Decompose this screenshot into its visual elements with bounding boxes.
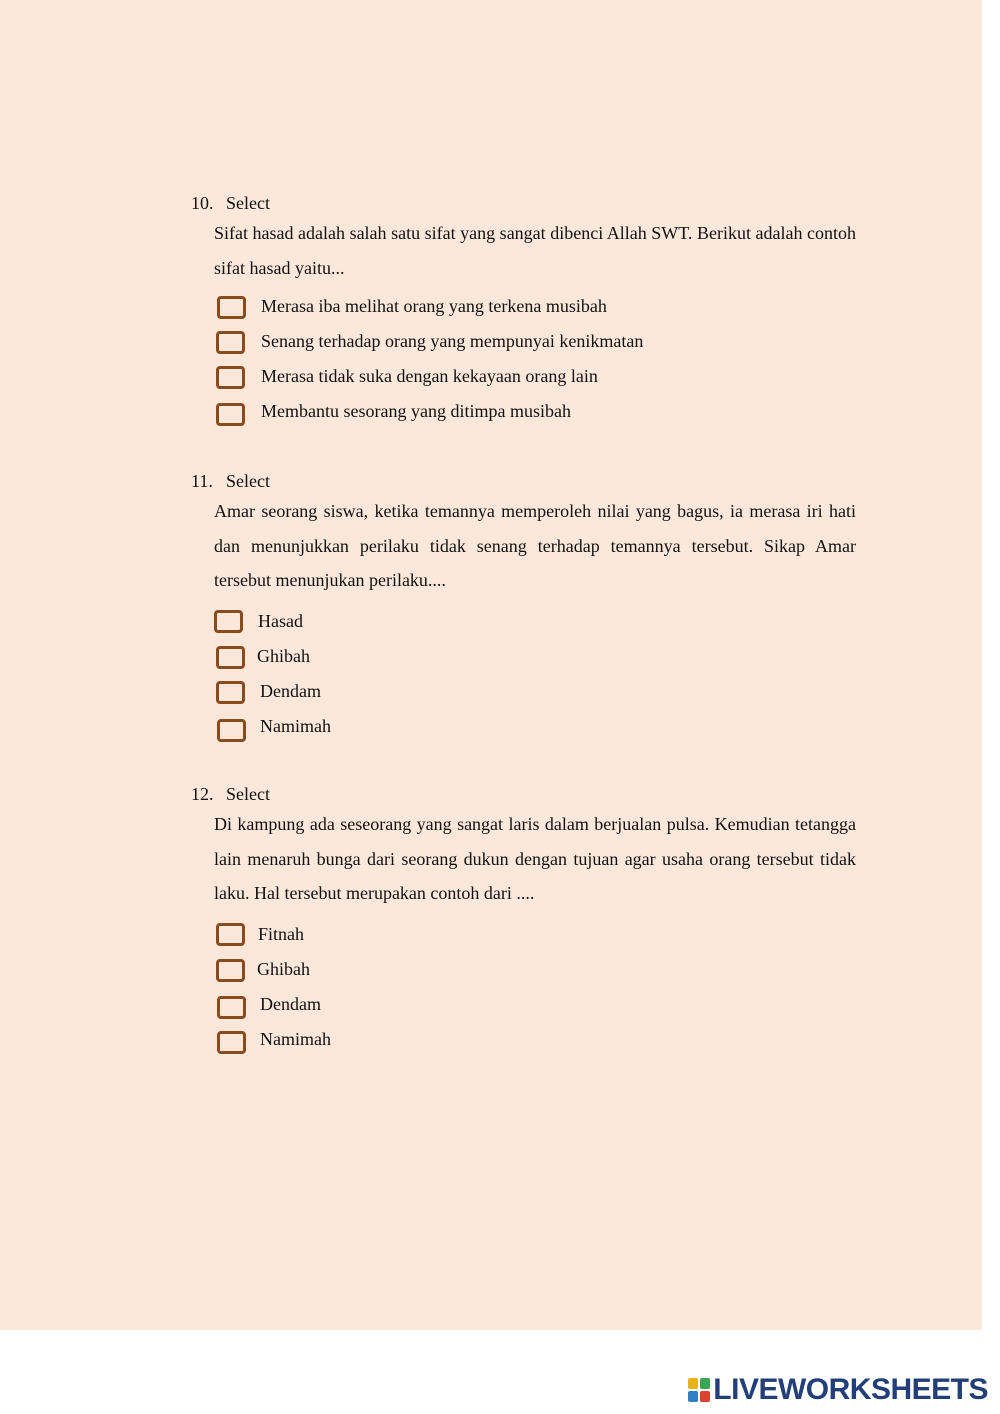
option-label: Merasa iba melihat orang yang terkena musibah	[261, 296, 607, 316]
checkbox[interactable]	[216, 959, 245, 982]
option-label: Hasad	[258, 611, 303, 631]
option-label: Dendam	[260, 681, 321, 701]
question-text: Sifat hasad adalah salah satu sifat yang sangat dibenci Allah SWT. Berikut adalah contoh sifat hasad yaitu...	[214, 223, 856, 278]
question-text: Amar seorang siswa, ketika temannya memperoleh nilai yang bagus, ia merasa iri hati dan menunjukkan perilaku tidak senang terhadap temannya tersebut. Sikap Amar tersebut menunjukan perilaku....	[214, 501, 856, 591]
question-type-label: Select	[226, 193, 270, 213]
option-4[interactable]	[0, 400, 982, 430]
option-3[interactable]	[0, 365, 982, 395]
checkbox[interactable]	[216, 366, 245, 389]
logo-mark-tile	[700, 1378, 710, 1389]
option-label: Namimah	[260, 1029, 331, 1049]
option-label: Ghibah	[257, 646, 310, 666]
checkbox[interactable]	[217, 296, 246, 319]
option-4[interactable]	[0, 715, 982, 745]
question-header	[191, 192, 270, 214]
option-3[interactable]	[0, 993, 982, 1023]
option-label: Senang terhadap orang yang mempunyai kenikmatan	[261, 331, 644, 351]
logo-mark-tile	[700, 1391, 710, 1402]
question-number: 11.	[191, 471, 213, 491]
question-number: 10.	[191, 193, 214, 213]
question-number: 12.	[191, 784, 214, 804]
option-1[interactable]	[0, 923, 982, 953]
checkbox[interactable]	[217, 1031, 246, 1054]
checkbox[interactable]	[216, 923, 245, 946]
checkbox[interactable]	[217, 719, 246, 742]
logo-text: LIVEWORKSHEETS	[713, 1373, 988, 1406]
option-label: Dendam	[260, 994, 321, 1014]
option-label: Merasa tidak suka dengan kekayaan orang lain	[261, 366, 598, 386]
option-2[interactable]	[0, 958, 982, 988]
option-4[interactable]	[0, 1028, 982, 1058]
logo-mark-tile	[688, 1378, 698, 1389]
option-1[interactable]	[0, 295, 982, 325]
question-header	[191, 783, 270, 805]
option-label: Fitnah	[258, 924, 305, 944]
option-2[interactable]	[0, 645, 982, 675]
option-label: Membantu sesorang yang ditimpa musibah	[261, 401, 571, 421]
checkbox[interactable]	[216, 681, 245, 704]
checkbox[interactable]	[216, 646, 245, 669]
question-type-label: Select	[226, 471, 270, 491]
question-text: Di kampung ada seseorang yang sangat laris dalam berjualan pulsa. Kemudian tetangga lain menaruh bunga dari seorang dukun dengan tujuan agar usaha orang tersebut tidak laku. Hal tersebut merupakan contoh dari ....	[214, 814, 856, 904]
option-label: Namimah	[260, 716, 331, 736]
option-1[interactable]	[0, 610, 982, 640]
liveworksheets-mark-icon	[688, 1378, 710, 1402]
checkbox[interactable]	[217, 996, 246, 1019]
option-2[interactable]	[0, 330, 982, 360]
question-type-label: Select	[226, 784, 270, 804]
checkbox[interactable]	[216, 331, 245, 354]
option-3[interactable]	[0, 680, 982, 710]
liveworksheets-logo[interactable]	[688, 1372, 988, 1408]
logo-mark-tile	[688, 1391, 698, 1402]
option-label: Ghibah	[257, 959, 310, 979]
question-header	[191, 470, 270, 492]
checkbox[interactable]	[216, 403, 245, 426]
checkbox[interactable]	[214, 610, 243, 633]
